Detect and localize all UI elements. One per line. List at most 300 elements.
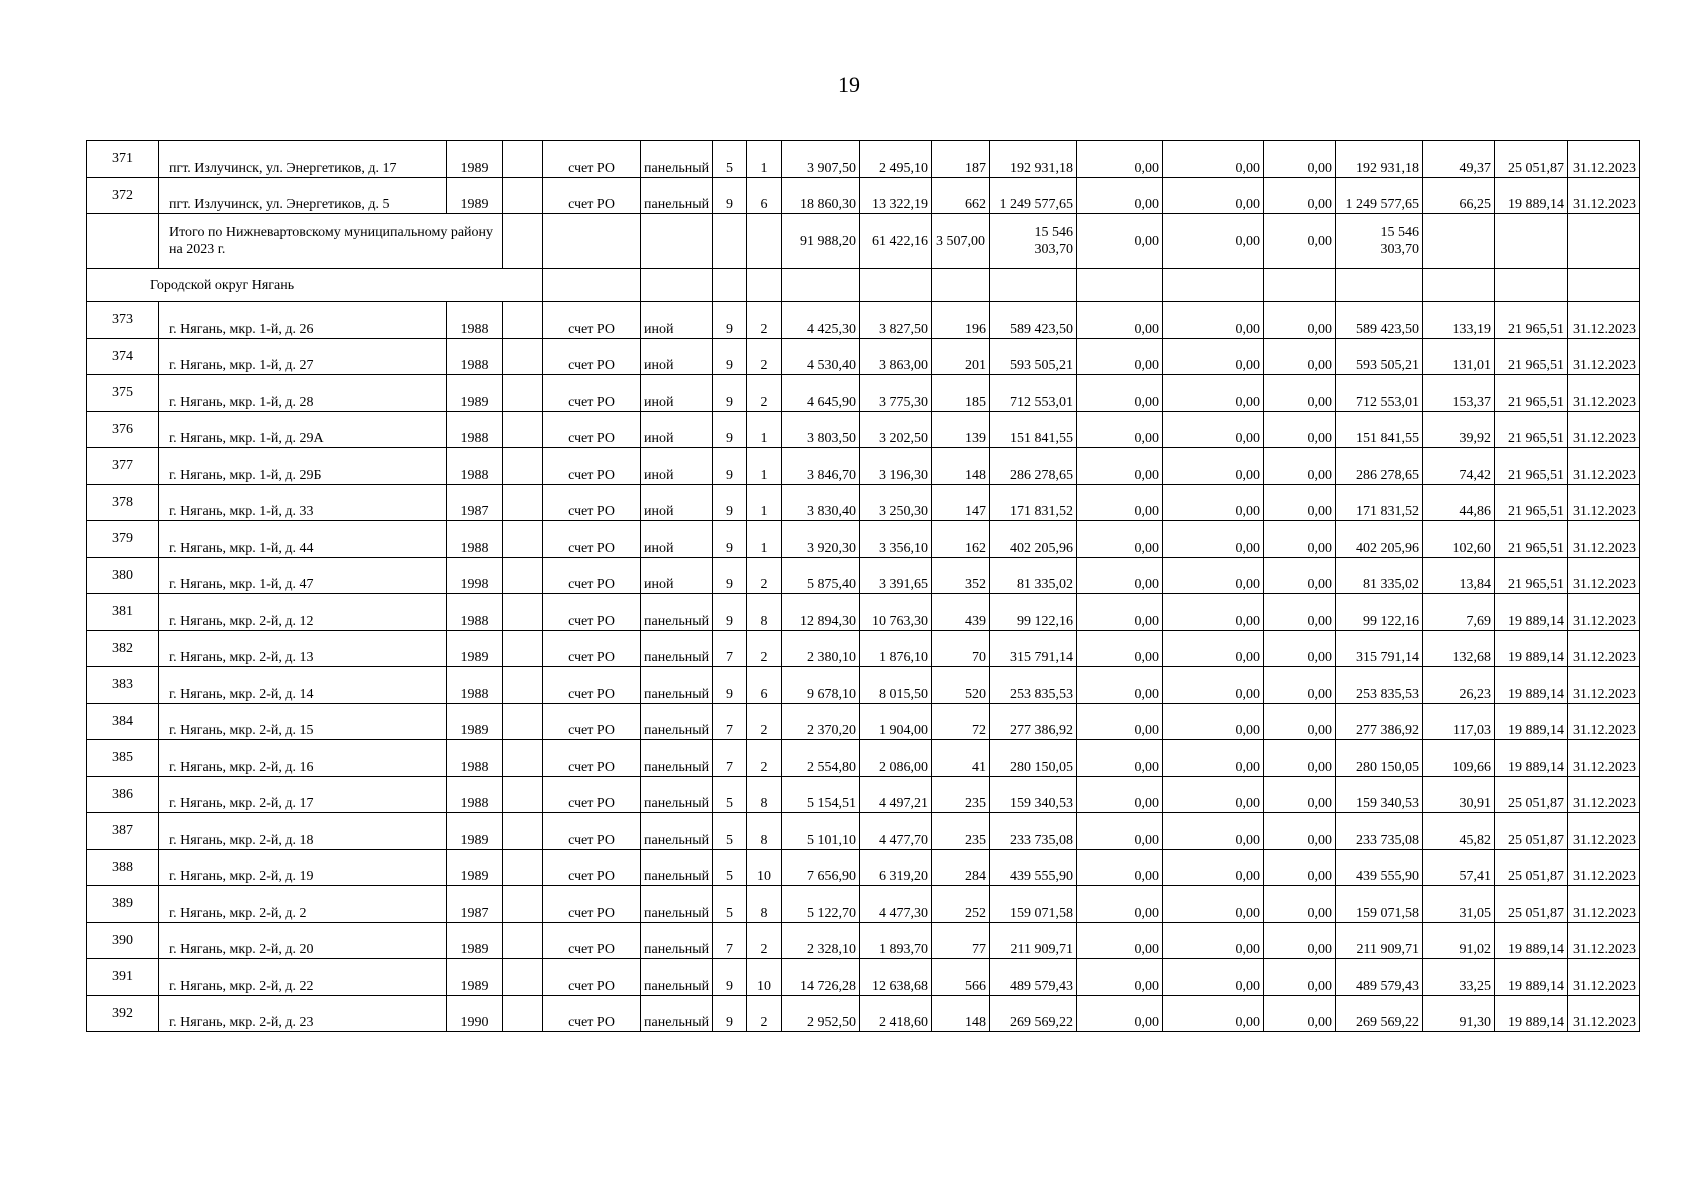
entrances-cell: 1 xyxy=(747,521,782,558)
residents-cell: 439 xyxy=(932,594,990,631)
federal-fund-cell: 0,00 xyxy=(1077,959,1163,996)
total-area-cell: 14 726,28 xyxy=(782,959,860,996)
table-row xyxy=(87,375,1640,412)
living-area-cell: 3 827,50 xyxy=(860,302,932,339)
limit-cost-cell: 21 965,51 xyxy=(1495,338,1568,375)
table-row xyxy=(87,740,1640,777)
total-cost-cell: 1 249 577,65 xyxy=(990,177,1077,214)
floors-cell: 7 xyxy=(713,922,747,959)
empty-cell xyxy=(503,302,543,339)
total-cost-cell: 159 071,58 xyxy=(990,886,1077,923)
owner-funds-cell: 159 071,58 xyxy=(1336,886,1423,923)
deadline-cell: 31.12.2023 xyxy=(1568,557,1640,594)
limit-cost-cell: 19 889,14 xyxy=(1495,667,1568,704)
wall-material-cell: панельный xyxy=(641,740,713,777)
living-area-cell: 6 319,20 xyxy=(860,849,932,886)
deadline-cell: 31.12.2023 xyxy=(1568,813,1640,850)
year-cell: 1989 xyxy=(447,922,503,959)
wall-material-cell: панельный xyxy=(641,630,713,667)
owner-funds-cell: 439 555,90 xyxy=(1336,849,1423,886)
local-fund-cell: 0,00 xyxy=(1264,886,1336,923)
year-cell: 1989 xyxy=(447,375,503,412)
local-fund-cell: 0,00 xyxy=(1264,740,1336,777)
row-number: 384 xyxy=(87,703,159,740)
entrances-cell: 6 xyxy=(747,667,782,704)
year-cell: 1989 xyxy=(447,849,503,886)
living-area-cell: 12 638,68 xyxy=(860,959,932,996)
total-cost-cell: 593 505,21 xyxy=(990,338,1077,375)
entrances-cell: 10 xyxy=(747,849,782,886)
year-cell: 1987 xyxy=(447,484,503,521)
residents-cell: 352 xyxy=(932,557,990,594)
local-fund-cell: 0,00 xyxy=(1264,630,1336,667)
year-cell: 1989 xyxy=(447,959,503,996)
entrances-cell: 2 xyxy=(747,922,782,959)
floors-cell: 9 xyxy=(713,557,747,594)
unit-cost-cell: 74,42 xyxy=(1423,448,1495,485)
wall-material-cell: иной xyxy=(641,375,713,412)
unit-cost-cell: 131,01 xyxy=(1423,338,1495,375)
wall-material-cell: иной xyxy=(641,484,713,521)
deadline-cell: 31.12.2023 xyxy=(1568,411,1640,448)
year-cell: 1988 xyxy=(447,302,503,339)
floors-cell: 7 xyxy=(713,740,747,777)
unit-cost-cell: 44,86 xyxy=(1423,484,1495,521)
floors-cell: 9 xyxy=(713,177,747,214)
federal-fund-cell: 0,00 xyxy=(1077,813,1163,850)
limit-cost-cell: 19 889,14 xyxy=(1495,995,1568,1032)
regional-fund-cell: 0,00 xyxy=(1163,886,1264,923)
total-cost-cell: 159 340,53 xyxy=(990,776,1077,813)
table-row xyxy=(87,959,1640,996)
empty-cell xyxy=(503,484,543,521)
fund-method-cell: счет РО xyxy=(543,594,641,631)
entrances-cell: 2 xyxy=(747,995,782,1032)
federal-fund-cell: 0,00 xyxy=(1077,557,1163,594)
local-fund-cell: 0,00 xyxy=(1264,849,1336,886)
row-number: 374 xyxy=(87,338,159,375)
deadline-cell: 31.12.2023 xyxy=(1568,594,1640,631)
year-cell: 1988 xyxy=(447,740,503,777)
deadline-cell: 31.12.2023 xyxy=(1568,849,1640,886)
registry-table xyxy=(86,140,1640,1032)
year-cell: 1989 xyxy=(447,630,503,667)
row-number: 379 xyxy=(87,521,159,558)
unit-cost-cell: 132,68 xyxy=(1423,630,1495,667)
regional-fund-cell: 0,00 xyxy=(1163,703,1264,740)
table-row xyxy=(87,630,1640,667)
address-cell: пгт. Излучинск, ул. Энергетиков, д. 17 xyxy=(159,141,447,178)
unit-cost-cell: 91,30 xyxy=(1423,995,1495,1032)
fund-method-cell: счет РО xyxy=(543,177,641,214)
owner-funds-cell: 593 505,21 xyxy=(1336,338,1423,375)
owner-funds-cell: 277 386,92 xyxy=(1336,703,1423,740)
living-area-cell: 2 495,10 xyxy=(860,141,932,178)
limit-cost-cell: 19 889,14 xyxy=(1495,703,1568,740)
federal-fund-cell: 0,00 xyxy=(1077,740,1163,777)
local-fund-cell: 0,00 xyxy=(1264,959,1336,996)
living-area-cell: 8 015,50 xyxy=(860,667,932,704)
deadline-cell: 31.12.2023 xyxy=(1568,667,1640,704)
address-cell: г. Нягань, мкр. 1-й, д. 27 xyxy=(159,338,447,375)
regional-fund-cell: 0,00 xyxy=(1163,776,1264,813)
entrances-cell: 2 xyxy=(747,557,782,594)
empty-cell xyxy=(503,594,543,631)
living-area-cell: 1 904,00 xyxy=(860,703,932,740)
deadline-cell: 31.12.2023 xyxy=(1568,922,1640,959)
deadline-cell: 31.12.2023 xyxy=(1568,141,1640,178)
address-cell: г. Нягань, мкр. 2-й, д. 19 xyxy=(159,849,447,886)
owner-funds-cell: 233 735,08 xyxy=(1336,813,1423,850)
fund-method-cell: счет РО xyxy=(543,667,641,704)
federal-fund-cell: 0,00 xyxy=(1077,849,1163,886)
limit-cost-cell: 21 965,51 xyxy=(1495,557,1568,594)
owner-funds-cell: 99 122,16 xyxy=(1336,594,1423,631)
entrances-cell: 8 xyxy=(747,776,782,813)
row-number: 380 xyxy=(87,557,159,594)
regional-fund-cell: 0,00 xyxy=(1163,667,1264,704)
entrances-cell: 2 xyxy=(747,703,782,740)
living-area-cell: 1 893,70 xyxy=(860,922,932,959)
local-fund-cell: 0,00 xyxy=(1264,703,1336,740)
row-number: 382 xyxy=(87,630,159,667)
total-area-cell: 3 920,30 xyxy=(782,521,860,558)
empty-cell xyxy=(503,886,543,923)
address-cell: г. Нягань, мкр. 2-й, д. 16 xyxy=(159,740,447,777)
unit-cost-cell: 33,25 xyxy=(1423,959,1495,996)
address-cell: г. Нягань, мкр. 2-й, д. 13 xyxy=(159,630,447,667)
entrances-cell: 2 xyxy=(747,375,782,412)
empty-cell xyxy=(503,667,543,704)
local-fund-cell: 0,00 xyxy=(1264,302,1336,339)
wall-material-cell: иной xyxy=(641,521,713,558)
wall-material-cell: панельный xyxy=(641,594,713,631)
address-cell: г. Нягань, мкр. 2-й, д. 12 xyxy=(159,594,447,631)
total-label: Итого по Нижневартовскому муниципальному району на 2023 г. xyxy=(159,214,503,269)
federal-fund-cell: 0,00 xyxy=(1077,667,1163,704)
residents-cell: 252 xyxy=(932,886,990,923)
empty-cell xyxy=(503,813,543,850)
fund-method-cell: счет РО xyxy=(543,338,641,375)
residents-cell: 148 xyxy=(932,448,990,485)
row-number: 386 xyxy=(87,776,159,813)
residents-cell: 77 xyxy=(932,922,990,959)
residents-cell: 41 xyxy=(932,740,990,777)
address-cell: г. Нягань, мкр. 1-й, д. 28 xyxy=(159,375,447,412)
empty-cell xyxy=(503,521,543,558)
unit-cost-cell: 26,23 xyxy=(1423,667,1495,704)
limit-cost-cell: 25 051,87 xyxy=(1495,813,1568,850)
floors-cell: 5 xyxy=(713,813,747,850)
local-fund-cell: 0,00 xyxy=(1264,484,1336,521)
fund-method-cell: счет РО xyxy=(543,448,641,485)
unit-cost-cell: 57,41 xyxy=(1423,849,1495,886)
floors-cell: 9 xyxy=(713,667,747,704)
total-area-cell: 2 328,10 xyxy=(782,922,860,959)
living-area-cell: 3 391,65 xyxy=(860,557,932,594)
limit-cost-cell: 19 889,14 xyxy=(1495,594,1568,631)
fund-method-cell: счет РО xyxy=(543,849,641,886)
limit-cost-cell: 19 889,14 xyxy=(1495,959,1568,996)
fund-method-cell: счет РО xyxy=(543,302,641,339)
owner-funds-cell: 489 579,43 xyxy=(1336,959,1423,996)
wall-material-cell: иной xyxy=(641,411,713,448)
total-area-cell: 9 678,10 xyxy=(782,667,860,704)
address-cell: г. Нягань, мкр. 1-й, д. 44 xyxy=(159,521,447,558)
floors-cell: 9 xyxy=(713,594,747,631)
total-area-cell: 3 907,50 xyxy=(782,141,860,178)
residents-cell: 566 xyxy=(932,959,990,996)
floors-cell: 9 xyxy=(713,959,747,996)
federal-fund-cell: 0,00 xyxy=(1077,776,1163,813)
year-cell: 1989 xyxy=(447,813,503,850)
total-cost-cell: 253 835,53 xyxy=(990,667,1077,704)
wall-material-cell: панельный xyxy=(641,886,713,923)
table-row xyxy=(87,813,1640,850)
total-cost-cell: 151 841,55 xyxy=(990,411,1077,448)
empty-cell xyxy=(503,995,543,1032)
limit-cost-cell: 25 051,87 xyxy=(1495,886,1568,923)
table-row xyxy=(87,521,1640,558)
total-cost-cell: 712 553,01 xyxy=(990,375,1077,412)
unit-cost-cell: 133,19 xyxy=(1423,302,1495,339)
year-cell: 1988 xyxy=(447,667,503,704)
local-fund-cell: 0,00 xyxy=(1264,448,1336,485)
local-fund-cell: 0,00 xyxy=(1264,813,1336,850)
row-number: 373 xyxy=(87,302,159,339)
entrances-cell: 8 xyxy=(747,594,782,631)
regional-fund-cell: 0,00 xyxy=(1163,995,1264,1032)
limit-cost-cell: 21 965,51 xyxy=(1495,375,1568,412)
federal-fund-cell: 0,00 xyxy=(1077,594,1163,631)
total-area-cell: 5 122,70 xyxy=(782,886,860,923)
wall-material-cell: панельный xyxy=(641,776,713,813)
local-fund-cell: 0,00 xyxy=(1264,557,1336,594)
living-area-cell: 10 763,30 xyxy=(860,594,932,631)
owner-funds-cell: 280 150,05 xyxy=(1336,740,1423,777)
total-num-cell xyxy=(87,214,159,269)
table-row xyxy=(87,594,1640,631)
regional-fund-cell: 0,00 xyxy=(1163,484,1264,521)
total-cost-cell: 171 831,52 xyxy=(990,484,1077,521)
total-cost-cell: 489 579,43 xyxy=(990,959,1077,996)
residents-cell: 235 xyxy=(932,813,990,850)
deadline-cell: 31.12.2023 xyxy=(1568,302,1640,339)
unit-cost-cell: 153,37 xyxy=(1423,375,1495,412)
fund-method-cell: счет РО xyxy=(543,141,641,178)
deadline-cell: 31.12.2023 xyxy=(1568,703,1640,740)
owner-funds-cell: 151 841,55 xyxy=(1336,411,1423,448)
floors-cell: 9 xyxy=(713,995,747,1032)
unit-cost-cell: 117,03 xyxy=(1423,703,1495,740)
table-row xyxy=(87,448,1640,485)
address-cell: г. Нягань, мкр. 2-й, д. 20 xyxy=(159,922,447,959)
limit-cost-cell: 19 889,14 xyxy=(1495,740,1568,777)
unit-cost-cell: 102,60 xyxy=(1423,521,1495,558)
floors-cell: 7 xyxy=(713,703,747,740)
page-number: 19 xyxy=(838,72,860,97)
owner-funds-cell: 81 335,02 xyxy=(1336,557,1423,594)
empty-cell xyxy=(503,411,543,448)
deadline-cell: 31.12.2023 xyxy=(1568,484,1640,521)
entrances-cell: 8 xyxy=(747,813,782,850)
living-area-cell: 4 477,30 xyxy=(860,886,932,923)
year-cell: 1990 xyxy=(447,995,503,1032)
unit-cost-cell: 7,69 xyxy=(1423,594,1495,631)
entrances-cell: 8 xyxy=(747,886,782,923)
total-residents: 3 507,00 xyxy=(932,214,990,269)
wall-material-cell: панельный xyxy=(641,849,713,886)
entrances-cell: 6 xyxy=(747,177,782,214)
federal-fund-cell: 0,00 xyxy=(1077,302,1163,339)
owner-funds-cell: 286 278,65 xyxy=(1336,448,1423,485)
deadline-cell: 31.12.2023 xyxy=(1568,959,1640,996)
table-body-top xyxy=(87,141,1640,214)
total-area-total: 91 988,20 xyxy=(782,214,860,269)
limit-cost-cell: 25 051,87 xyxy=(1495,776,1568,813)
empty-cell xyxy=(503,338,543,375)
unit-cost-cell: 66,25 xyxy=(1423,177,1495,214)
owner-funds-cell: 269 569,22 xyxy=(1336,995,1423,1032)
row-number: 378 xyxy=(87,484,159,521)
deadline-cell: 31.12.2023 xyxy=(1568,740,1640,777)
table-row xyxy=(87,302,1640,339)
regional-fund-cell: 0,00 xyxy=(1163,302,1264,339)
total-cost-cell: 315 791,14 xyxy=(990,630,1077,667)
entrances-cell: 2 xyxy=(747,740,782,777)
total-area-cell: 2 380,10 xyxy=(782,630,860,667)
year-cell: 1988 xyxy=(447,338,503,375)
residents-cell: 235 xyxy=(932,776,990,813)
row-number: 391 xyxy=(87,959,159,996)
address-cell: г. Нягань, мкр. 2-й, д. 17 xyxy=(159,776,447,813)
wall-material-cell: иной xyxy=(641,448,713,485)
living-area-cell: 3 775,30 xyxy=(860,375,932,412)
year-cell: 1989 xyxy=(447,703,503,740)
owner-funds-cell: 589 423,50 xyxy=(1336,302,1423,339)
wall-material-cell: панельный xyxy=(641,177,713,214)
regional-fund-cell: 0,00 xyxy=(1163,922,1264,959)
deadline-cell: 31.12.2023 xyxy=(1568,630,1640,667)
owner-funds-cell: 253 835,53 xyxy=(1336,667,1423,704)
wall-material-cell: панельный xyxy=(641,922,713,959)
regional-fund-cell: 0,00 xyxy=(1163,630,1264,667)
limit-cost-cell: 21 965,51 xyxy=(1495,302,1568,339)
year-cell: 1988 xyxy=(447,594,503,631)
total-cost-cell: 81 335,02 xyxy=(990,557,1077,594)
deadline-cell: 31.12.2023 xyxy=(1568,177,1640,214)
total-cost-cell: 99 122,16 xyxy=(990,594,1077,631)
deadline-cell: 31.12.2023 xyxy=(1568,521,1640,558)
empty-cell xyxy=(503,448,543,485)
wall-material-cell: панельный xyxy=(641,703,713,740)
entrances-cell: 2 xyxy=(747,302,782,339)
table-row xyxy=(87,484,1640,521)
row-number: 385 xyxy=(87,740,159,777)
total-cost-cell: 233 735,08 xyxy=(990,813,1077,850)
federal-fund-cell: 0,00 xyxy=(1077,995,1163,1032)
table-row xyxy=(87,141,1640,178)
total-area-cell: 5 875,40 xyxy=(782,557,860,594)
floors-cell: 5 xyxy=(713,849,747,886)
total-cost-cell: 269 569,22 xyxy=(990,995,1077,1032)
total-fund-local: 0,00 xyxy=(1264,214,1336,269)
wall-material-cell: иной xyxy=(641,302,713,339)
table-body-rows xyxy=(87,302,1640,1032)
entrances-cell: 1 xyxy=(747,411,782,448)
local-fund-cell: 0,00 xyxy=(1264,411,1336,448)
owner-funds-cell: 159 340,53 xyxy=(1336,776,1423,813)
residents-cell: 70 xyxy=(932,630,990,667)
federal-fund-cell: 0,00 xyxy=(1077,375,1163,412)
total-row xyxy=(87,214,1640,269)
total-area-cell: 4 530,40 xyxy=(782,338,860,375)
empty-cell xyxy=(503,740,543,777)
row-number: 376 xyxy=(87,411,159,448)
deadline-cell: 31.12.2023 xyxy=(1568,995,1640,1032)
deadline-cell: 31.12.2023 xyxy=(1568,375,1640,412)
address-cell: г. Нягань, мкр. 1-й, д. 47 xyxy=(159,557,447,594)
living-area-cell: 3 196,30 xyxy=(860,448,932,485)
wall-material-cell: панельный xyxy=(641,959,713,996)
total-cost-cell: 211 909,71 xyxy=(990,922,1077,959)
floors-cell: 9 xyxy=(713,338,747,375)
row-number: 377 xyxy=(87,448,159,485)
table-row xyxy=(87,995,1640,1032)
living-area-cell: 3 202,50 xyxy=(860,411,932,448)
owner-funds-cell: 315 791,14 xyxy=(1336,630,1423,667)
local-fund-cell: 0,00 xyxy=(1264,667,1336,704)
address-cell: г. Нягань, мкр. 2-й, д. 2 xyxy=(159,886,447,923)
owner-funds-cell: 211 909,71 xyxy=(1336,922,1423,959)
entrances-cell: 1 xyxy=(747,448,782,485)
limit-cost-cell: 21 965,51 xyxy=(1495,411,1568,448)
federal-fund-cell: 0,00 xyxy=(1077,411,1163,448)
total-area-cell: 18 860,30 xyxy=(782,177,860,214)
total-fund-regional: 0,00 xyxy=(1163,214,1264,269)
total-cost-cell: 589 423,50 xyxy=(990,302,1077,339)
residents-cell: 187 xyxy=(932,141,990,178)
table-row xyxy=(87,411,1640,448)
entrances-cell: 2 xyxy=(747,630,782,667)
floors-cell: 9 xyxy=(713,375,747,412)
total-owner-funds: 15 546 303,70 xyxy=(1336,214,1423,269)
regional-fund-cell: 0,00 xyxy=(1163,813,1264,850)
total-area-cell: 7 656,90 xyxy=(782,849,860,886)
local-fund-cell: 0,00 xyxy=(1264,521,1336,558)
total-cost-cell: 439 555,90 xyxy=(990,849,1077,886)
fund-method-cell: счет РО xyxy=(543,776,641,813)
deadline-cell: 31.12.2023 xyxy=(1568,338,1640,375)
residents-cell: 520 xyxy=(932,667,990,704)
regional-fund-cell: 0,00 xyxy=(1163,177,1264,214)
floors-cell: 5 xyxy=(713,776,747,813)
total-cost-cell: 402 205,96 xyxy=(990,521,1077,558)
table-row xyxy=(87,557,1640,594)
owner-funds-cell: 402 205,96 xyxy=(1336,521,1423,558)
residents-cell: 662 xyxy=(932,177,990,214)
total-section xyxy=(87,214,1640,302)
federal-fund-cell: 0,00 xyxy=(1077,448,1163,485)
floors-cell: 9 xyxy=(713,484,747,521)
local-fund-cell: 0,00 xyxy=(1264,338,1336,375)
regional-fund-cell: 0,00 xyxy=(1163,338,1264,375)
floors-cell: 5 xyxy=(713,141,747,178)
residents-cell: 196 xyxy=(932,302,990,339)
total-area-cell: 3 830,40 xyxy=(782,484,860,521)
fund-method-cell: счет РО xyxy=(543,995,641,1032)
local-fund-cell: 0,00 xyxy=(1264,594,1336,631)
